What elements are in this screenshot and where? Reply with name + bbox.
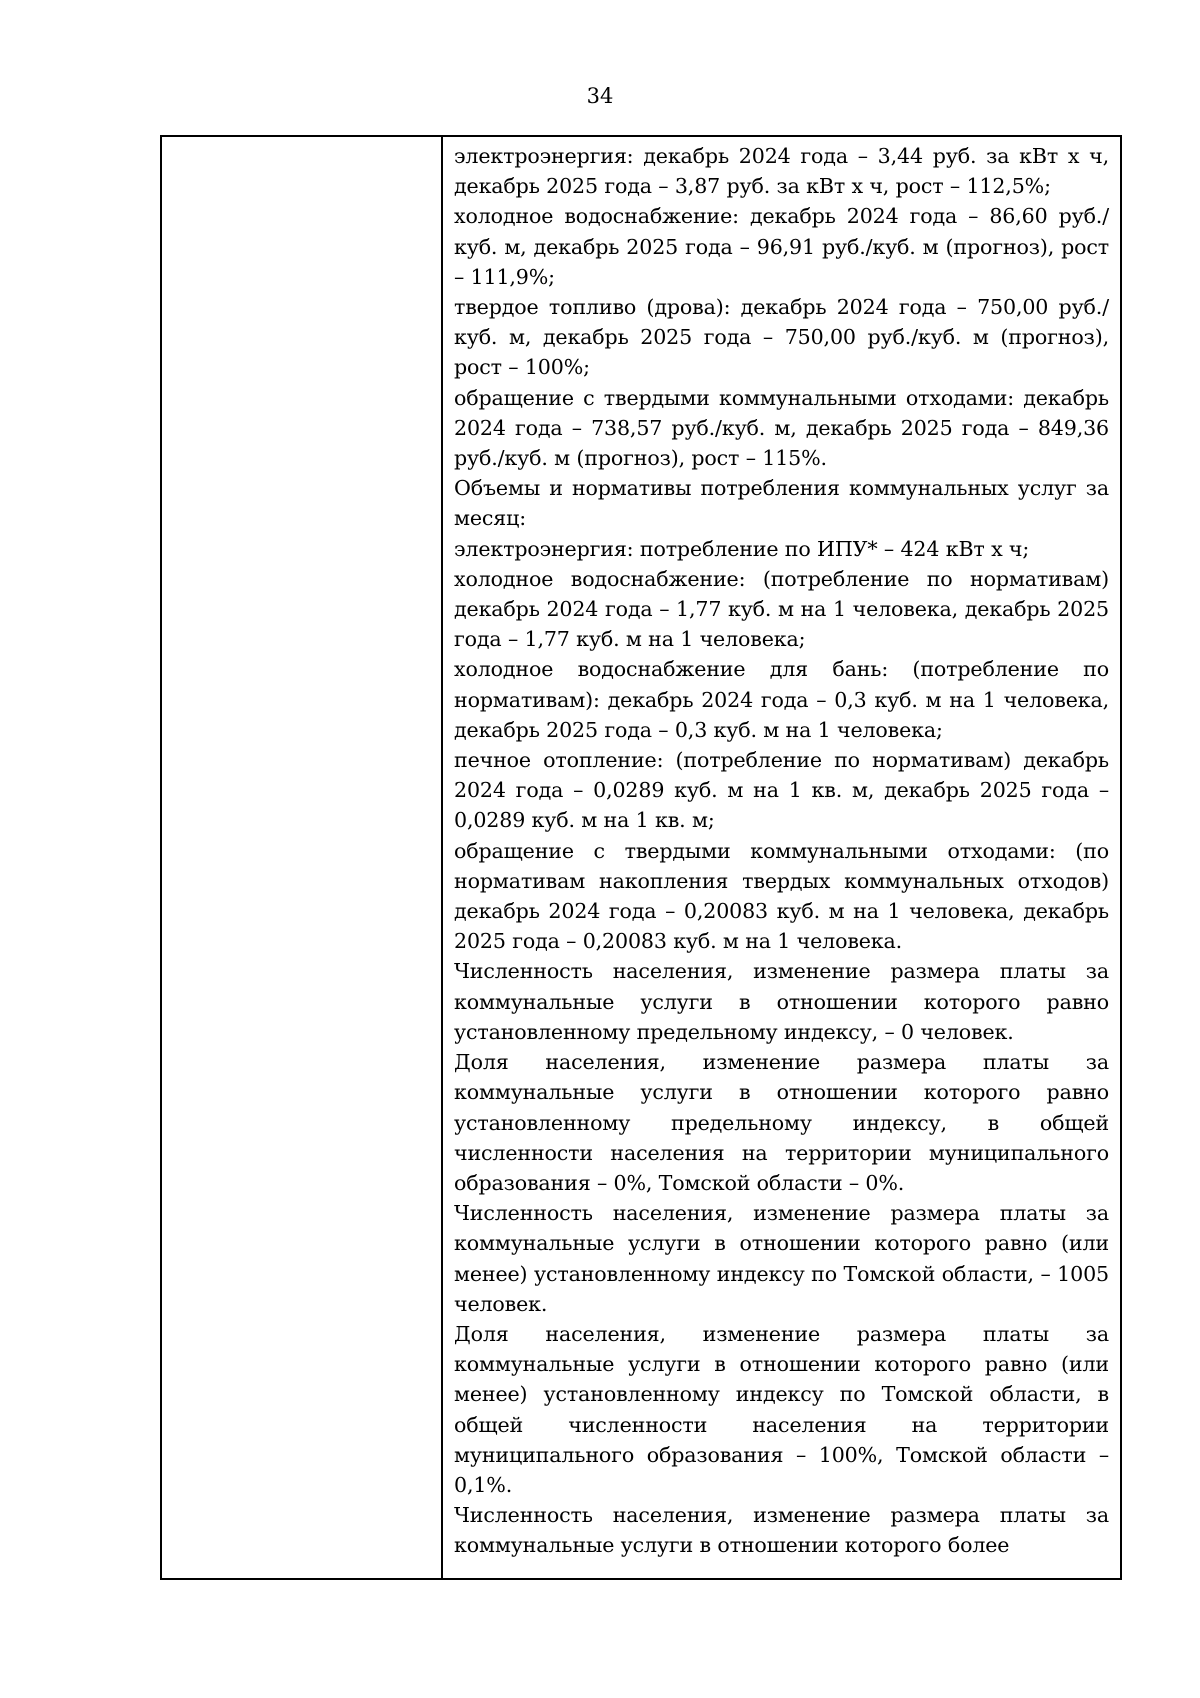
paragraph-waste-consumption: обращение с твердыми коммунальными отходами: (по нормативам накопления твердых коммунальных отходов) декабрь 2024 года – 0,20083 куб. м на 1 человека, декабрь 2025 года – 0,20083 куб. м на 1 человека. [454,838,1109,954]
paragraph-electricity-tariff: электроэнергия: декабрь 2024 года – 3,44 руб. за кВт х ч, декабрь 2025 года – 3,87 руб. за кВт х ч, рост – 112,5%; [454,144,1109,199]
paragraph-population-equal-limit: Численность населения, изменение размера платы за коммунальные услуги в отношении которого равно установленному предельному индексу, – 0 человек. [454,959,1109,1044]
paragraph-electricity-consumption: электроэнергия: потребление по ИПУ* – 424 кВт х ч; [454,536,1030,561]
paragraph-share-below-index: Доля населения, изменение размера платы за коммунальные услуги в отношении которого равно (или менее) установленному индексу по Томской области, в общей численности населения на территории муниципального образования – 100%, Томской области – 0,1%. [454,1321,1109,1497]
paragraph-bath-water-consumption: холодное водоснабжение для бань: (потребление по нормативам): декабрь 2024 года – 0,3 куб. м на 1 человека, декабрь 2025 года – 0,3 куб. м на 1 человека; [454,657,1109,742]
document-table [160,135,1122,1580]
page-number: 34 [586,84,614,108]
paragraph-cold-water-consumption: холодное водоснабжение: (потребление по нормативам) декабрь 2024 года – 1,77 куб. м на 1 человека, декабрь 2025 года – 1,77 куб. м на 1 человека; [454,566,1109,652]
table-right-cell [443,137,1120,1578]
paragraph-population-above-index: Численность населения, изменение размера платы за коммунальные услуги в отношении которого более [454,1503,1109,1558]
paragraph-cold-water-tariff: холодное водоснабжение: декабрь 2024 года – 86,60 руб./куб. м, декабрь 2025 года – 96,91 руб./куб. м (прогноз), рост – 111,9%; [454,204,1109,289]
paragraph-waste-tariff: обращение с твердыми коммунальными отходами: декабрь 2024 года – 738,57 руб./куб. м, декабрь 2025 года – 849,36 руб./куб. м (прогноз), рост – 115%. [454,385,1109,471]
paragraph-consumption-heading: Объемы и нормативы потребления коммунальных услуг за месяц: [454,476,1109,531]
table-left-cell [162,137,443,1578]
paragraph-share-equal-limit: Доля населения, изменение размера платы за коммунальные услуги в отношении которого равно установленному предельному индексу, в общей численности населения на территории муниципального образования – 0%, Томской области – 0%. [454,1050,1109,1195]
paragraph-population-below-index: Численность населения, изменение размера платы за коммунальные услуги в отношении которого равно (или менее) установленному индексу по Томской области, – 1005 человек. [454,1201,1109,1316]
paragraph-stove-heating-consumption: печное отопление: (потребление по нормативам) декабрь 2024 года – 0,0289 куб. м на 1 кв. м, декабрь 2025 года – 0,0289 куб. м на 1 кв. м; [454,748,1109,833]
paragraph-solid-fuel-tariff: твердое топливо (дрова): декабрь 2024 года – 750,00 руб./куб. м, декабрь 2025 года – 750,00 руб./куб. м (прогноз), рост – 100%; [454,295,1109,380]
